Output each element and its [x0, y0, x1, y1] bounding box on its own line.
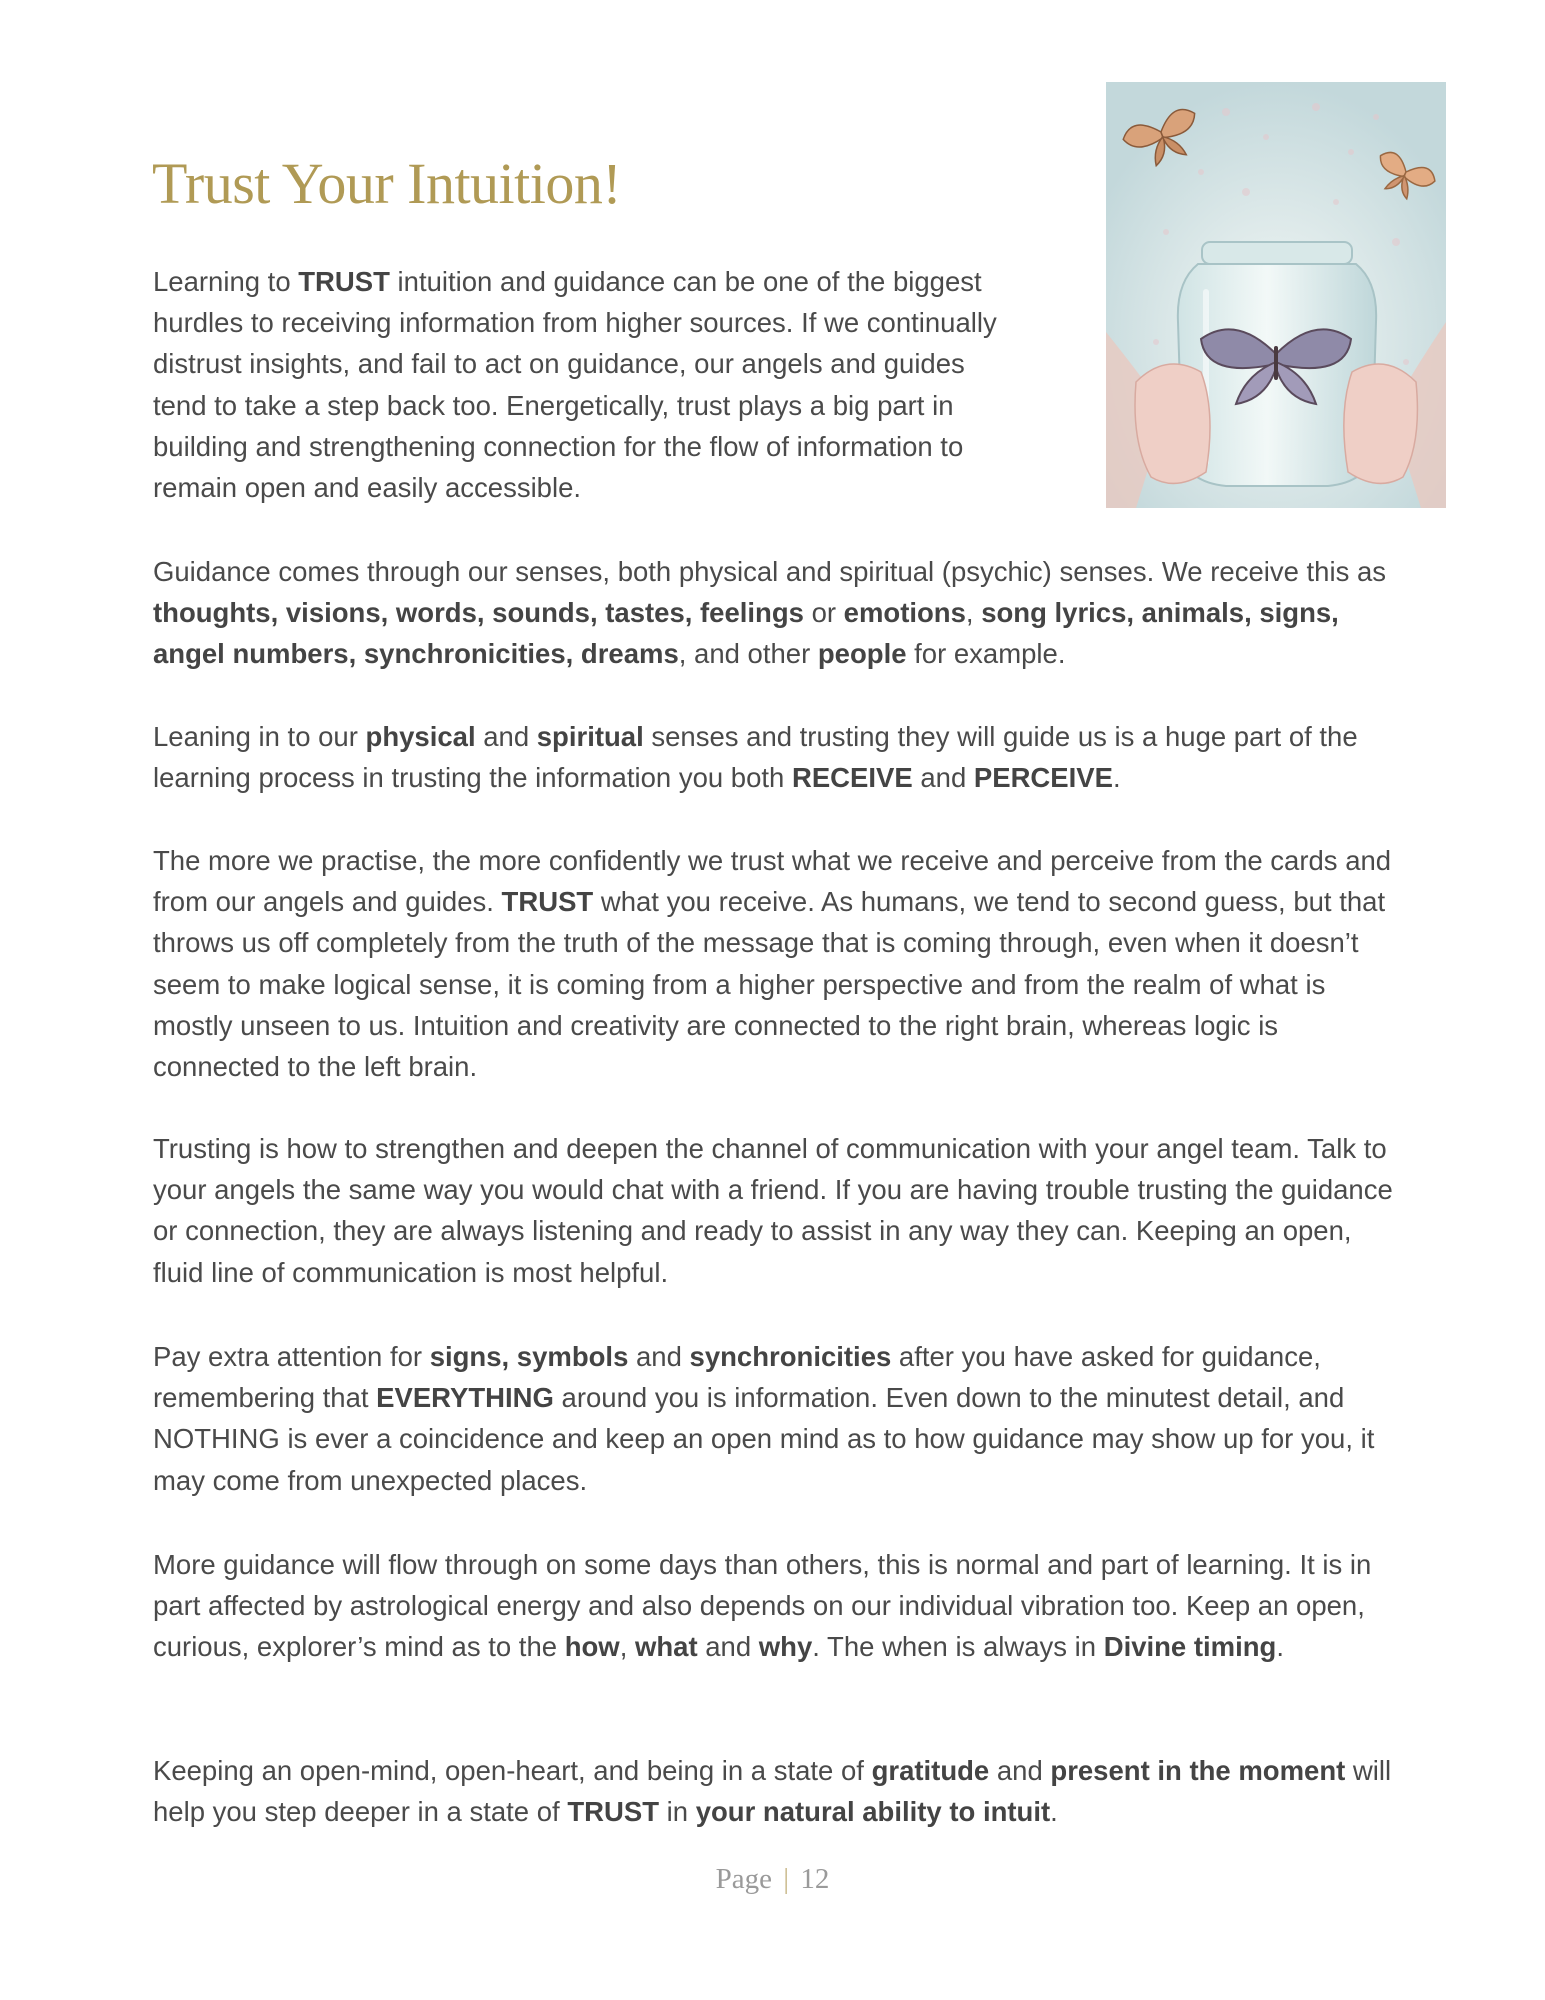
text-run: senses and trusting they will guide us is a huge part of the learning process in trusting the information you both [153, 721, 1358, 794]
page-number: 12 [800, 1863, 830, 1895]
bold-text: gratitude [871, 1755, 990, 1786]
text-run: Leaning in to our [153, 721, 366, 752]
text-run: around you is information. Even down to the minutest detail, and NOTHING is ever a coincidence and keep an open mind as to how guidance may show up for you, it may come from unexpected places. [153, 1382, 1375, 1496]
page-title: Trust Your Intuition! [152, 151, 622, 216]
text-run: and [628, 1341, 690, 1372]
text-run: Learning to [153, 266, 299, 297]
text-run: More guidance will flow through on some days than others, this is normal and part of learning. It is in part affected by astrological energy and also depends on our individual vibration too. Keep an open, curious, explorer’s mind as to the [153, 1549, 1372, 1663]
butterfly-jar-photo [1106, 82, 1446, 508]
text-run: , [619, 1631, 635, 1663]
bold-text: TRUST [567, 1796, 659, 1828]
bold-text: PERCEIVE [973, 762, 1113, 794]
bold-text: how [564, 1631, 620, 1663]
bold-text: what [634, 1631, 698, 1663]
bold-text: people [817, 638, 907, 670]
text-run: Trusting is how to strengthen and deepen the channel of communication with your angel team. Talk to your angels the same way you would chat with a friend. If you are having trouble trusting the guidance or connection, they are always listening and ready to assist in any way they can. Keeping an open, fluid line of communication is most helpful. [153, 1133, 1393, 1288]
text-run: what you receive. As humans, we tend to second guess, but that throws us off completely from the truth of the message that is coming through, even when it doesn’t seem to make logical sense, it is coming from a higher perspective and from the realm of what is mostly unseen to us. Intuition and creativity are connected to the right brain, whereas logic is connected to the left brain. [153, 886, 1386, 1083]
text-run: and [475, 721, 537, 752]
paragraph-practise [153, 840, 1403, 1087]
text-run: and [989, 1755, 1051, 1786]
text-run: Keeping an open-mind, open-heart, and being in a state of [153, 1755, 872, 1786]
page-number-footer [0, 1863, 1545, 1896]
text-run: and [697, 1631, 759, 1663]
bold-text: signs, symbols [429, 1341, 629, 1372]
text-run: . [1050, 1796, 1058, 1828]
text-run: , [965, 597, 982, 629]
text-run: , and other [678, 638, 818, 670]
bold-text: thoughts, visions, words, sounds, tastes, feelings [153, 597, 804, 629]
bold-text: present in the moment [1050, 1755, 1346, 1786]
text-run: . [1276, 1631, 1284, 1663]
bold-text: why [758, 1631, 813, 1663]
bold-text: EVERYTHING [376, 1382, 554, 1414]
text-run: intuition and guidance can be one of the biggest hurdles to receiving information from higher sources. If we continually distrust insights, and fail to act on guidance, our angels and guides tend to take a step back too. Energetically, trust plays a big part in building and strengthening connection for the flow of information to remain open and easily accessible. [153, 266, 997, 504]
page-label: Page [715, 1863, 773, 1895]
bold-text: RECEIVE [791, 762, 913, 794]
text-run: Pay extra attention for [153, 1341, 430, 1372]
paragraph-trust-intuition [153, 261, 1013, 508]
paragraph-more-guidance [153, 1544, 1403, 1668]
bold-text: synchronicities [689, 1341, 892, 1372]
bold-text: spiritual [536, 721, 644, 752]
bold-text: song lyrics, animals, signs, angel numbers, synchronicities, dreams [153, 597, 1339, 670]
paragraph-guidance-senses [153, 551, 1403, 675]
paragraph-open-mind [153, 1750, 1403, 1832]
text-run: Guidance comes through our senses, both physical and spiritual (psychic) senses. We receive this as [153, 556, 1387, 587]
page-separator: | [783, 1863, 790, 1895]
text-run: after you have asked for guidance, remembering that [153, 1341, 1321, 1414]
paragraph-signs-symbols [153, 1336, 1403, 1501]
bold-text: emotions [843, 597, 966, 629]
bold-text: physical [365, 721, 476, 752]
bold-text: TRUST [298, 266, 390, 297]
bold-text: TRUST [501, 886, 594, 918]
text-run: will help you step deeper in a state of [153, 1755, 1392, 1828]
text-run: and [912, 762, 974, 794]
text-run: The more we practise, the more confidently we trust what we receive and perceive from the cards and from our angels and guides. [153, 845, 1392, 918]
paragraph-leaning-in [153, 716, 1403, 798]
text-run: for example. [906, 638, 1066, 670]
text-run: or [803, 597, 844, 629]
bold-text: your natural ability to intuit [695, 1796, 1051, 1828]
text-run: in [659, 1796, 696, 1828]
bold-text: Divine timing [1103, 1631, 1277, 1663]
text-run: . The when is always in [812, 1631, 1104, 1663]
paragraph-trusting-channel [153, 1128, 1403, 1293]
text-run: . [1112, 762, 1121, 794]
